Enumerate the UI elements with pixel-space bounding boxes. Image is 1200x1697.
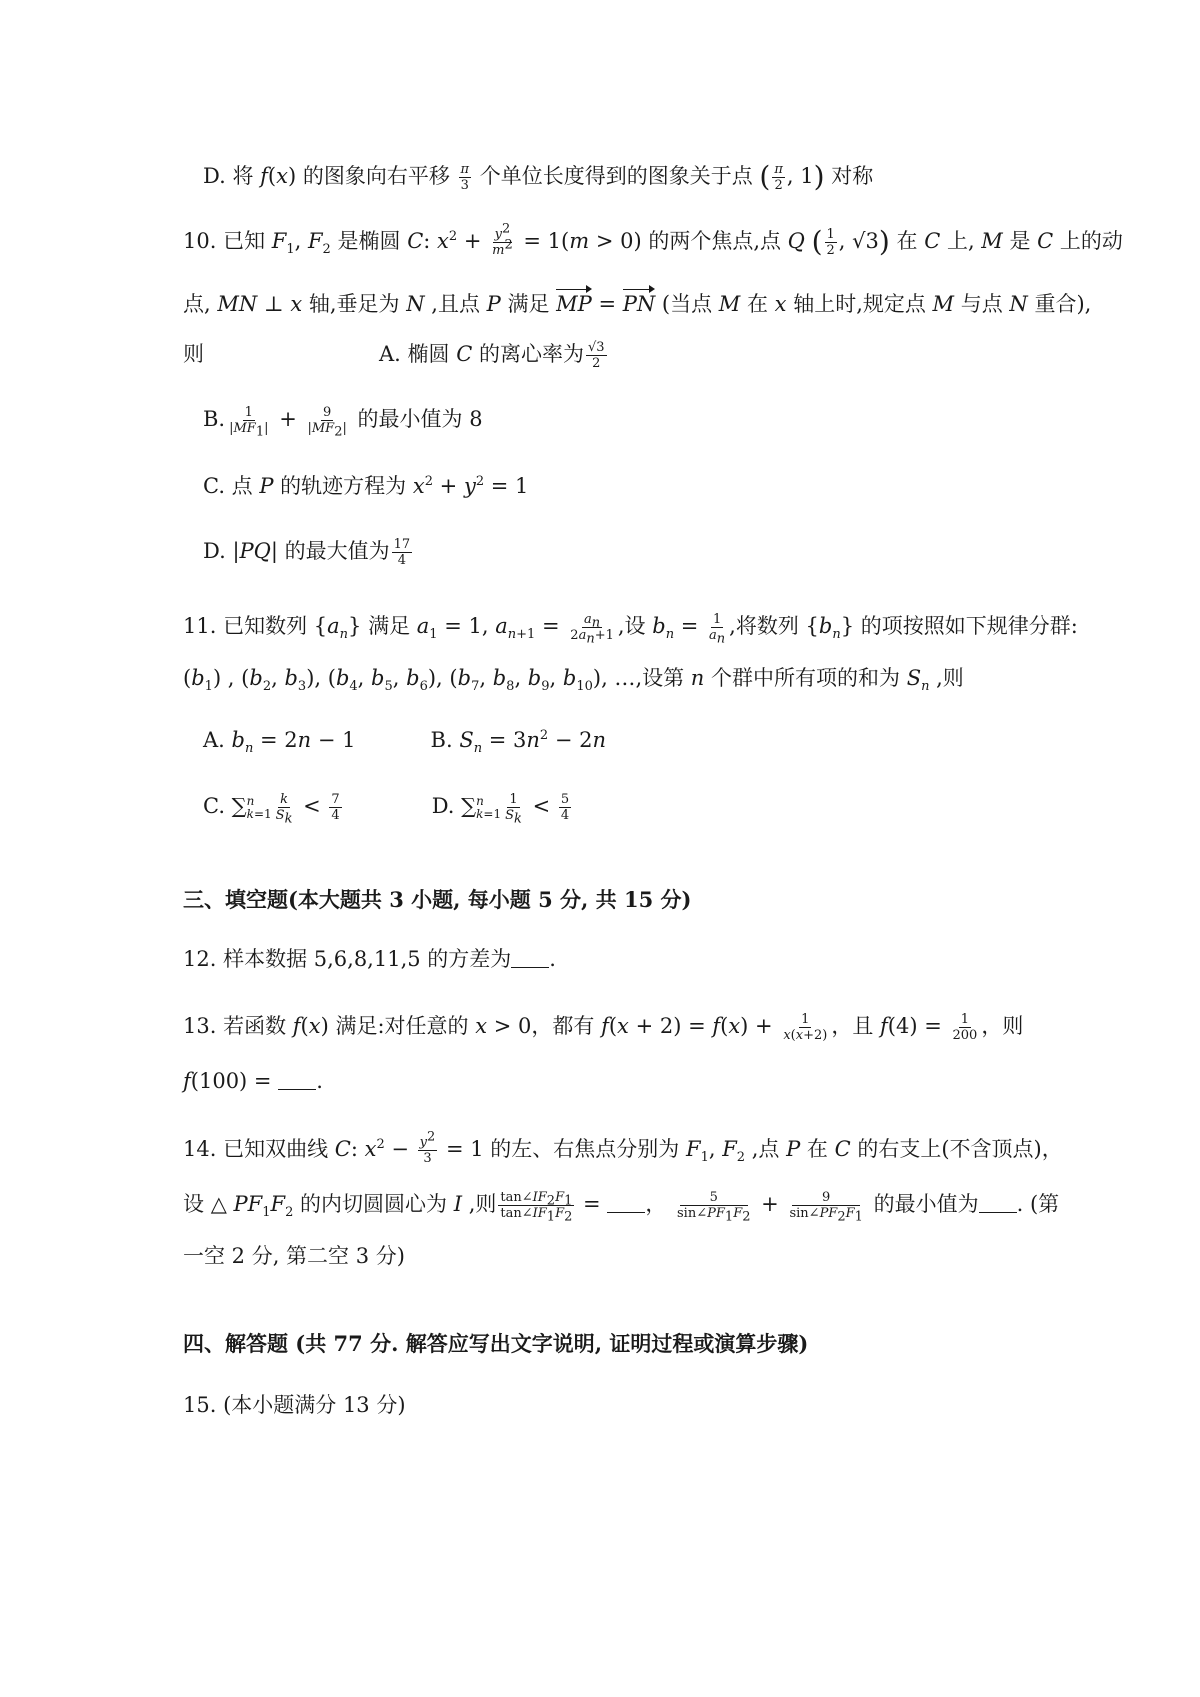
- q11-options-ab: [203, 724, 606, 756]
- q11-option-b: B. $S_n = 3n^2 - 2n$: [430, 728, 607, 757]
- q13-line2: f(100) = .: [183, 1069, 323, 1093]
- q10-option-a: A. 椭圆 C 的离心率为 $\frac{√3}{2}$: [379, 340, 605, 371]
- q10-stem-line3: 则 A. 椭圆 C 的离心率为 $\frac{√3}{2}$: [183, 338, 609, 371]
- q11-option-c: C. ∑ n k=1 $\frac{k}{S_k}$ < $\frac{7}{4}$: [203, 792, 340, 827]
- q9-option-d: D. 将 f(x) 的图象向右平移 $\frac{\pi}{3}$ 个单位长度得到的图象关于点 ( $\frac{\pi}{2}$ , 1) 对称: [203, 160, 874, 193]
- q11-options-cd: [203, 790, 573, 827]
- q11-option-d: D. ∑ n k=1 $\frac{1}{S_k}$ < $\frac{5}{4}$: [431, 792, 570, 827]
- q10-option-b: B. $\frac{1}{|MF_1|}$ + $\frac{9}{|MF_2|}$ 的最小值为 8: [203, 405, 483, 440]
- q14-line1: 14. 已知双曲线 C: $x^2$ − $\frac{y^2}{3}$ = 1 的左、右焦点分别为 $F_1$, $F_2$ ,点 P 在 C 的右支上(不含顶点)，: [183, 1129, 1063, 1166]
- q11-option-a: A. $b_n = 2n - 1$: [203, 728, 356, 757]
- q14-line2: 设 △ $PF_1F_2$ 的内切圆圆心为 I ,则 $\frac{\tan\angle IF_2F_1}{\tan\angle IF_1F_2}$ = ， $\frac{5}{\sin\angle PF_1F_2}$ + $\frac{9}{\sin\angle PF_2F_1}$ 的最小值为 . (第: [183, 1190, 1060, 1225]
- q10-option-c: C. 点 P 的轨迹方程为 $x^2 + y^2 = 1$: [203, 474, 529, 498]
- q10-stem-line1: 10. 已知 $F_1$, $F_2$ 是椭圆 C: $x^2$ + $\frac{y^2}{m^2}$ = 1(m > 0) 的两个焦点,点 Q ( $\frac{1}{2}$ , √3) 在 C 上, M 是 C 上的动: [183, 221, 1123, 258]
- q12: 12. 样本数据 5,6,8,11,5 的方差为 .: [183, 947, 556, 971]
- q11-stem-line1: 11. 已知数列 $\{a_n\}$ 满足 $a_1 = 1$, $a_{n+1}$ = $\frac{a_n}{2a_n+1}$ ,设 $b_n$ = $\frac{1}{a_n}$ ,将数列 $\{b_n\}$ 的项按照如下规律分群:: [183, 612, 1078, 647]
- q15: 15. (本小题满分 13 分): [183, 1393, 406, 1417]
- answer-blank: [979, 1194, 1017, 1213]
- section-3-title: 三、填空题(本大题共 3 小题, 每小题 5 分, 共 15 分): [183, 887, 692, 912]
- answer-blank: [607, 1194, 645, 1213]
- answer-blank: [511, 949, 549, 968]
- answer-blank: [278, 1071, 316, 1090]
- q11-stem-line2: $(b_1)$ , ($b_2$, $b_3$), ($b_4$, $b_5$, $b_6$), ($b_7$, $b_8$, $b_9$, $b_{10}$), …,设第 n 个群中所有项的和为 $S_n$ ,则: [183, 666, 964, 695]
- q13-line1: 13. 若函数 f(x) 满足:对任意的 x > 0，都有 f(x + 2) = f(x) + $\frac{1}{x(x+2)}$ ，且 f(4) = $\frac{1}{200}$ ，则: [183, 1012, 1024, 1043]
- q10-option-d: D. |PQ| 的最大值为 $\frac{17}{4}$: [203, 537, 411, 568]
- q14-line3: 一空 2 分, 第二空 3 分): [183, 1244, 405, 1268]
- q10-stem-line2: 点, MN ⊥ x 轴,垂足为 N ,且点 P 满足 MP = PN (当点 M 在 x 轴上时,规定点 M 与点 N 重合),: [183, 288, 1091, 320]
- section-4-title: 四、解答题 (共 77 分. 解答应写出文字说明, 证明过程或演算步骤): [183, 1331, 809, 1356]
